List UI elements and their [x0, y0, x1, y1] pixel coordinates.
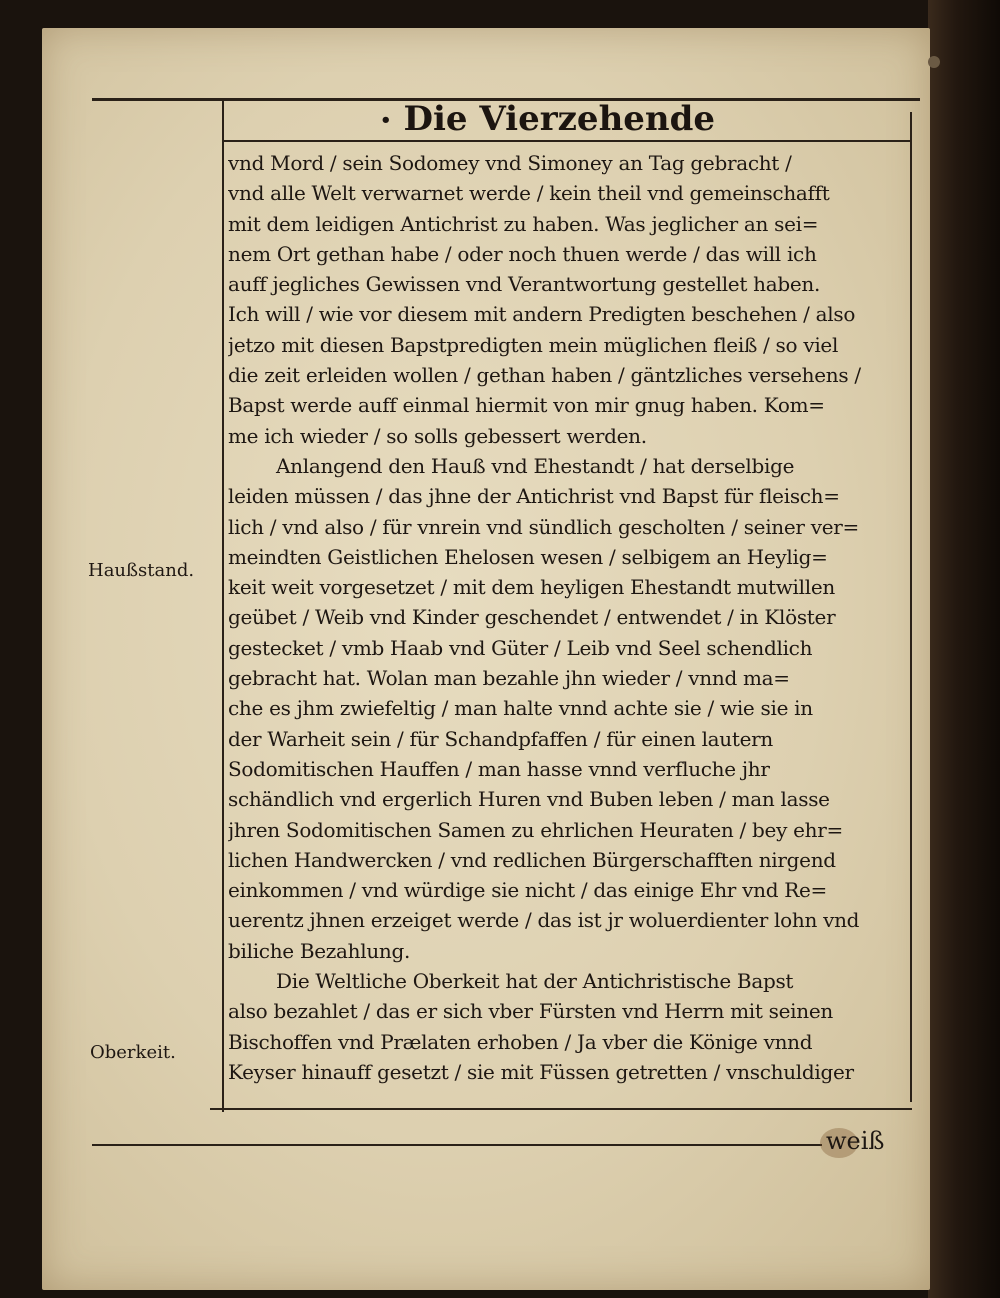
- text-line: nem Ort gethan habe / oder noch thuen werde / das will ich: [228, 241, 817, 266]
- ornament-dot: •: [380, 110, 392, 131]
- book-binding-edge: [928, 0, 1000, 1298]
- text-line: der Warheit sein / für Schandpfaffen / für einen lautern: [228, 726, 773, 751]
- text-line: Ich will / wie vor diesem mit andern Predigten beschehen / also: [228, 302, 856, 327]
- text-line: mit dem leidigen Antichrist zu haben. Was jeglicher an sei=: [228, 211, 819, 236]
- text-line: gestecket / vmb Haab vnd Güter / Leib vnd Seel schendlich: [228, 635, 813, 660]
- text-line: jetzo mit diesen Bapstpredigten mein müglichen fleiß / so viel: [228, 332, 839, 357]
- text-line: Sodomitischen Hauffen / man hasse vnnd verfluche jhr: [228, 756, 770, 781]
- running-head: [380, 98, 740, 140]
- text-line: lichen Handwercken / vnd redlichen Bürgerschafften nirgend: [228, 847, 836, 872]
- text-line: einkommen / vnd würdige sie nicht / das einige Ehr vnd Re=: [228, 878, 828, 903]
- text-line: auff jegliches Gewissen vnd Verantwortung gestellet haben.: [228, 272, 821, 297]
- text-line: lich / vnd also / für vnrein vnd sündlich gescholten / seiner ver=: [228, 514, 859, 539]
- text-line: keit weit vorgesetzet / mit dem heyligen Ehestandt mutwillen: [228, 575, 835, 600]
- catchword: weiß: [826, 1127, 885, 1155]
- running-head-text: Die Vierzehende: [403, 99, 716, 139]
- text-line: meindten Geistlichen Ehelosen wesen / selbigem an Heylig=: [228, 544, 828, 569]
- text-line: geübet / Weib vnd Kinder geschendet / entwendet / in Klöster: [228, 605, 836, 630]
- text-line: Die Weltliche Oberkeit hat der Antichristische Bapst: [276, 969, 794, 994]
- text-line: vnd alle Welt verwarnet werde / kein theil vnd gemeinschafft: [228, 181, 830, 206]
- page-blemish: [928, 56, 940, 68]
- text-line: Bischoffen vnd Prælaten erhoben / Ja vber die Könige vnnd: [228, 1029, 813, 1054]
- text-line: che es jhm zwiefeltig / man halte vnnd achte sie / wie sie in: [228, 696, 813, 721]
- text-line: vnd Mord / sein Sodomey vnd Simoney an Tag gebracht /: [228, 151, 792, 175]
- text-line: schändlich vnd ergerlich Huren vnd Buben leben / man lasse: [228, 787, 830, 812]
- text-line: jhren Sodomitischen Samen zu ehrlichen Heuraten / bey ehr=: [228, 817, 843, 842]
- text-frame-bottom: [210, 1108, 912, 1110]
- text-frame-left: [222, 100, 224, 1112]
- text-line: Keyser hinauff gesetzt / sie mit Füssen getretten / vnschuldiger: [228, 1059, 854, 1084]
- text-line: gebracht hat. Wolan man bezahle jhn wieder / vnnd ma=: [228, 666, 790, 691]
- heading-rule: [222, 140, 912, 142]
- text-line: Bapst werde auff einmal hiermit von mir gnug haben. Kom=: [228, 393, 825, 418]
- text-line: Anlangend den Hauß vnd Ehestandt / hat derselbige: [276, 453, 795, 478]
- text-line: biliche Bezahlung.: [228, 938, 411, 963]
- text-line: uerentz jhnen erzeiget werde / das ist jr woluerdienter lohn vnd: [228, 908, 860, 933]
- text-line: die zeit erleiden wollen / gethan haben / gäntzliches versehens /: [228, 363, 861, 388]
- footer-rule: [92, 1144, 822, 1146]
- margin-note-haussstand: Haußstand.: [88, 560, 195, 581]
- text-frame-right: [910, 112, 912, 1102]
- margin-note-oberkeit: Oberkeit.: [90, 1042, 176, 1063]
- text-line: me ich wieder / so solls gebessert werden.: [228, 423, 647, 448]
- text-line: leiden müssen / das jhne der Antichrist vnd Bapst für fleisch=: [228, 484, 840, 509]
- body-text-block: [228, 148, 908, 1087]
- text-line: also bezahlet / das er sich vber Fürsten vnd Herrn mit seinen: [228, 999, 833, 1024]
